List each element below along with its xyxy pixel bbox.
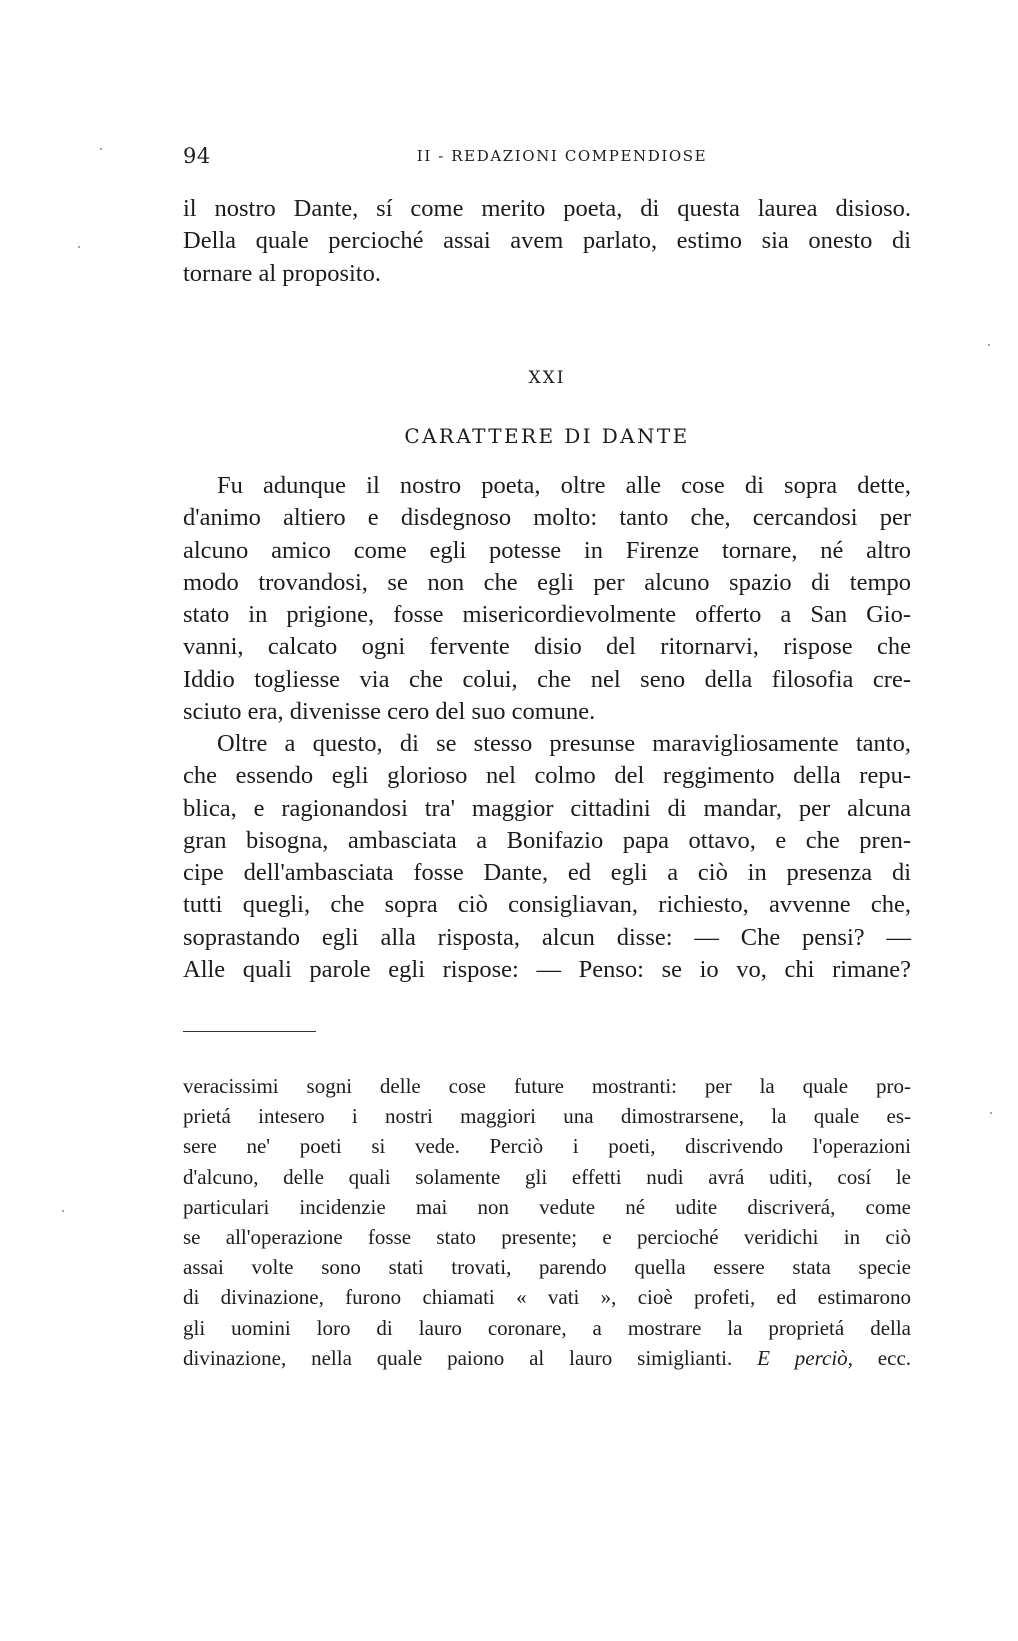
scan-speck xyxy=(62,1210,64,1212)
scan-speck xyxy=(990,1112,992,1114)
text-line: il nostro Dante, sí come merito poeta, di questa laurea disioso. xyxy=(183,195,911,222)
footnote-line: sere ne' poeti si vede. Perciò i poeti, discrivendo l'operazioni xyxy=(183,1134,911,1159)
text-line: d'animo altiero e disdegnoso molto: tanto che, cercandosi per xyxy=(183,504,911,532)
text-line: tutti quegli, che sopra ciò consigliavan, richiesto, avvenne che, xyxy=(183,891,911,919)
scan-speck xyxy=(100,148,102,150)
scan-speck xyxy=(78,246,80,248)
footnote-line: d'alcuno, delle quali solamente gli effetti nudi avrá uditi, cosí le xyxy=(183,1164,911,1189)
footnote-line: particulari incidenzie mai non vedute né udite discriverá, come xyxy=(183,1194,911,1219)
text-line: Della quale percioché assai avem parlato, estimo sia onesto di xyxy=(183,227,911,255)
page-header xyxy=(183,144,911,170)
text-line: soprastando egli alla risposta, alcun disse: — Che pensi? — xyxy=(183,923,911,951)
footnote-line: se all'operazione fosse stato presente; e percioché veridichi in ciò xyxy=(183,1225,911,1250)
continuation-text xyxy=(183,193,911,290)
text-line: modo trovandosi, se non che egli per alcuno spazio di tempo xyxy=(183,568,911,596)
footnote-line: prietá intesero i nostri maggiori una dimostrarsene, la quale es- xyxy=(183,1104,911,1129)
text-line: Oltre a questo, di se stesso presunse maravigliosamente tanto, xyxy=(217,730,911,757)
scan-speck xyxy=(988,344,990,346)
paragraph-1 xyxy=(183,470,911,728)
footnote-last-text: divinazione, nella quale paiono al lauro simiglianti. xyxy=(183,1345,733,1370)
text-line: sciuto era, divenisse cero del suo comune. xyxy=(183,698,596,726)
text-line: gran bisogna, ambasciata a Bonifazio papa ottavo, e che pren- xyxy=(183,826,911,854)
text-line: che essendo egli glorioso nel colmo del reggimento della repu- xyxy=(183,762,911,790)
text-line: stato in prigione, fosse misericordievolmente offerto a San Gio- xyxy=(183,601,911,629)
footnote-line: di divinazione, furono chiamati « vati », cioè profeti, ed estimarono xyxy=(183,1285,911,1310)
text-line: Fu adunque il nostro poeta, oltre alle cose di sopra dette, xyxy=(217,472,911,499)
text-line: vanni, calcato ogni fervente disio del ritornarvi, rispose che xyxy=(183,633,911,661)
text-line: blica, e ragionandosi tra' maggior cittadini di mandar, per alcuna xyxy=(183,794,911,822)
text-line: alcuno amico come egli potesse in Firenze tornare, né altro xyxy=(183,536,911,564)
paragraph-2 xyxy=(183,728,911,986)
text-line: cipe dell'ambasciata fosse Dante, ed egli a ciò in presenza di xyxy=(183,859,911,887)
footnote-line: assai volte sono stati trovati, parendo quella essere stata specie xyxy=(183,1255,911,1280)
footnote-italic-text: E perciò, xyxy=(757,1345,853,1370)
footnote-divider xyxy=(183,1031,316,1032)
footnote-line: veracissimi sogni delle cose future mostranti: per la quale pro- xyxy=(183,1074,911,1098)
footnote-line: gli uomini loro di lauro coronare, a mostrare la proprietá della xyxy=(183,1315,911,1340)
footnote xyxy=(183,1071,911,1373)
chapter-title: CARATTERE DI DANTE xyxy=(404,424,690,448)
chapter-number: XXI xyxy=(528,368,566,388)
page-number: 94 xyxy=(183,144,211,168)
footnote-last-line xyxy=(183,1343,911,1373)
footnote-end-text: ecc. xyxy=(877,1345,912,1370)
text-line: Alle quali parole egli rispose: — Penso: se io vo, chi rimane? xyxy=(183,956,911,984)
text-line: Iddio togliesse via che colui, che nel seno della filosofia cre- xyxy=(183,665,911,693)
running-head: II - REDAZIONI COMPENDIOSE xyxy=(416,147,708,165)
text-line: tornare al proposito. xyxy=(183,259,381,287)
